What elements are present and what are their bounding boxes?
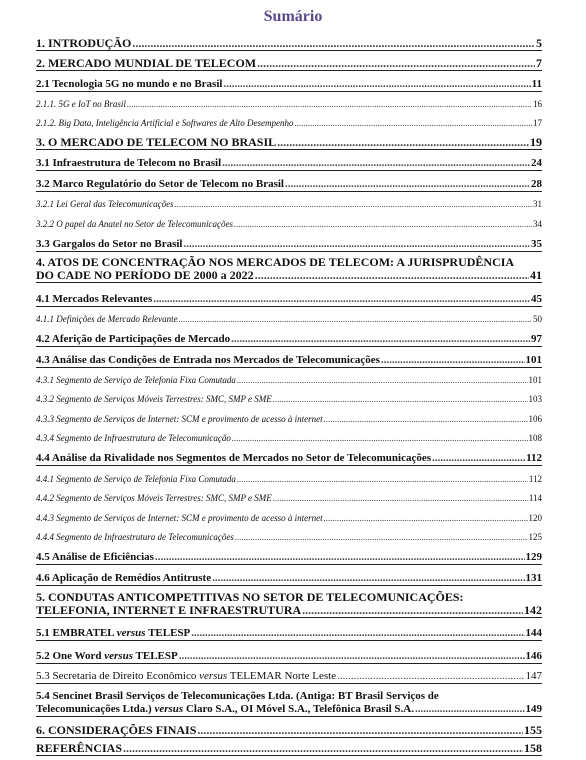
toc-entry-condutas[interactable] [36,591,542,618]
toc-entry-lei-geral[interactable] [36,198,542,211]
toc-leader-dots [223,78,530,91]
toc-entry-4-4-1[interactable] [36,473,542,486]
toc-leader-dots [237,374,528,387]
toc-page-number: 45 [531,293,542,305]
toc-page-number: 50 [533,314,542,324]
toc-leader-dots [273,492,528,505]
toc-entry-4-4-2[interactable] [36,492,542,505]
toc-entry-title: 4.4.1 Segmento de Serviço de Telefonia Fixa Comutada [36,474,236,484]
toc-entry-title: 3.2 Marco Regulatório do Setor de Telecom no Brasil [36,178,284,190]
toc-entry-title: 4.4 Análise da Rivalidade nos Segmentos de Mercados no Setor de Telecomunicações [36,452,431,464]
toc-page-number: 31 [533,199,542,209]
toc-leader-dots [222,157,530,170]
toc-entry-mercado-brasil[interactable] [36,136,542,150]
toc-page-number: 146 [525,650,542,662]
toc-entry-consideracoes[interactable] [36,724,542,738]
toc-leader-dots [155,551,525,564]
toc-entry-title: 3.2.2 O papel da Anatel no Setor de Telecomunicações [36,219,233,229]
toc-entry-title-line1: 5. CONDUTAS ANTICOMPETITIVAS NO SETOR DE TELECOMUNICAÇÕES: [36,590,464,604]
toc-entry-title: 3.2.1 Lei Geral das Telecomunicações [36,199,174,209]
toc-entry-title: 4.3.4 Segmento de Infraestrutura de Telecomunicação [36,433,231,443]
toc-entry-title: TELEFONIA, INTERNET E INFRAESTRUTURA [36,603,302,617]
toc-page-number: 5 [536,36,542,50]
toc-page-number: 125 [528,532,542,542]
toc-entry-title: 4.6 Aplicação de Remédios Antitruste [36,572,212,584]
toc-leader-dots [257,57,535,70]
toc-leader-dots [153,293,530,306]
toc-entry-title: REFERÊNCIAS [36,741,123,755]
toc-entry-title: 4.4.2 Segmento de Serviços Móveis Terrestres: SMC, SMP e SME [36,493,272,503]
toc-entry-infraestrutura[interactable] [36,157,542,171]
toc-page-number: 16 [533,99,542,109]
toc-leader-dots [285,178,530,191]
toc-entry-title: 4.3.3 Segmento de Serviços de Internet: SCM e provimento de acesso à internet [36,414,323,424]
toc-leader-dots [191,627,524,640]
toc-entry-title: Telecomunicações Ltda.) versus Claro S.A., OI Móvel S.A., Telefônica Brasil S.A. [36,703,414,715]
toc-entry-title: 5.3 Secretaria de Direito Econômico versus TELEMAR Norte Leste [36,670,337,682]
toc-entry-mercados-relevantes[interactable] [36,293,542,307]
toc-leader-dots [175,198,532,211]
toc-entry-title-line1: 5.4 Sencinet Brasil Serviços de Telecomunicações Ltda. (Antiga: BT Brasil Serviços de [36,690,439,702]
toc-entry-title: 5.2 One Word versus TELESP [36,650,178,662]
toc-entry-big-data[interactable] [36,117,542,130]
toc-leader-dots [179,650,525,663]
toc-leader-dots [235,531,528,544]
toc-leader-dots [179,313,532,326]
toc-entry-4-3-4[interactable] [36,432,542,445]
toc-leader-dots [415,703,525,716]
toc-entry-embratel[interactable] [36,627,542,641]
toc-page-number: 101 [525,354,542,366]
toc-entry-title: DO CADE NO PERÍODO DE 2000 a 2022 [36,268,254,282]
toc-entry-title-line1: 4. ATOS DE CONCENTRAÇÃO NOS MERCADOS DE TELECOM: A JURISPRUDÊNCIA [36,255,515,269]
toc-page-number: 34 [533,219,542,229]
toc-leader-dots [381,354,525,367]
page-title: Sumário [263,8,323,25]
toc-entry-5g-iot[interactable] [36,98,542,111]
toc-entry-title: 2.1.2. Big Data, Inteligência Artificial e Softwares de Alto Desempenho [36,118,294,128]
toc-entry-title: 4.2 Aferição de Participações de Mercado [36,333,231,345]
toc-entry-marco-regulatorio[interactable] [36,178,542,192]
toc-leader-dots [237,473,528,486]
toc-entry-introducao[interactable] [36,37,542,51]
toc-entry-title: 1. INTRODUÇÃO [36,36,132,50]
toc-leader-dots [132,37,535,50]
toc-entry-afericao[interactable] [36,333,542,347]
toc-page-number: 101 [528,375,542,385]
toc-entry-title: 3. O MERCADO DE TELECOM NO BRASIL [36,135,277,149]
toc-page-number: 112 [528,474,542,484]
toc-page-number: 7 [536,56,542,70]
toc-leader-dots [255,269,529,282]
toc-entry-title: 4.3 Análise das Condições de Entrada nos Mercados de Telecomunicações [36,354,380,366]
toc-page-number: 17 [533,118,542,128]
toc-leader-dots [302,604,523,617]
toc-entry-4-4-4[interactable] [36,531,542,544]
toc-entry-eficiencias[interactable] [36,551,542,565]
toc-page-number: 158 [524,741,542,755]
toc-page-number: 147 [525,670,542,682]
toc-page-number: 41 [530,268,542,282]
toc-page-number: 129 [525,551,542,563]
toc-entry-gargalos[interactable] [36,238,542,252]
toc-leader-dots [123,742,523,755]
toc-entry-title: 2.1.1. 5G e IoT no Brasil [36,99,126,109]
toc-entry-4-3-3[interactable] [36,413,542,426]
toc-page-number: 97 [531,333,542,345]
toc-entry-title: 3.1 Infraestrutura de Telecom no Brasil [36,157,222,169]
toc-entry-tecnologia-5g[interactable] [36,78,542,92]
toc-leader-dots [197,724,523,737]
toc-leader-dots [324,512,528,525]
toc-page-number: 108 [528,433,542,443]
toc-entry-title: 2.1 Tecnologia 5G no mundo e no Brasil [36,78,223,90]
toc-page-number: 149 [525,703,542,715]
toc-entry-papel-anatel[interactable] [36,218,542,231]
toc-entry-one-word[interactable] [36,650,542,664]
toc-leader-dots [127,98,532,111]
toc-entry-definicoes-mercado[interactable] [36,313,542,326]
toc-page-number: 155 [524,723,542,737]
toc-entry-title: 4.4.3 Segmento de Serviços de Internet: SCM e provimento de acesso à internet [36,513,323,523]
toc-entry-remedios[interactable] [36,572,542,586]
toc-page-number: 144 [525,627,542,639]
toc-leader-dots [232,432,528,445]
toc-page-number: 103 [528,394,542,404]
toc-page-number: 106 [528,414,542,424]
toc-entry-title: 6. CONSIDERAÇÕES FINAIS [36,723,197,737]
toc-page-number: 24 [531,157,542,169]
toc-entry-title: 4.4.4 Segmento de Infraestrutura de Telecomunicações [36,532,234,542]
toc-entry-rivalidade[interactable] [36,452,542,466]
toc-leader-dots [295,117,532,130]
toc-page-number: 142 [524,603,542,617]
toc-entry-4-3-2[interactable] [36,393,542,406]
toc-leader-dots [277,136,529,149]
toc-entry-4-4-3[interactable] [36,512,542,525]
toc-entry-title: 4.3.2 Segmento de Serviços Móveis Terrestres: SMC, SMP e SME [36,394,272,404]
toc-entry-sencinet[interactable] [36,690,542,717]
toc-entry-title: 3.3 Gargalos do Setor no Brasil [36,238,183,250]
toc-entry-mercado-mundial[interactable] [36,57,542,71]
toc-entry-title: 4.5 Análise de Eficiências [36,551,154,563]
toc-leader-dots [337,670,524,683]
toc-entry-referencias[interactable] [36,742,542,756]
toc-leader-dots [324,413,528,426]
toc-entry-atos-concentracao[interactable] [36,256,542,283]
toc-page-number: 112 [526,452,542,464]
toc-leader-dots [183,238,530,251]
toc-entry-title: 5.1 EMBRATEL versus TELESP [36,627,191,639]
toc-page-number: 11 [531,78,542,90]
toc-entry-4-3-1[interactable] [36,374,542,387]
toc-page-number: 120 [528,513,542,523]
toc-entry-title: 2. MERCADO MUNDIAL DE TELECOM [36,56,257,70]
toc-entry-secretaria[interactable] [36,670,542,684]
toc-entry-title: 4.1.1 Definições de Mercado Relevante [36,314,178,324]
toc-leader-dots [212,572,524,585]
toc-entry-title: 4.1 Mercados Relevantes [36,293,153,305]
toc-leader-dots [273,393,528,406]
toc-page-number: 114 [528,493,542,503]
toc-page-number: 28 [531,178,542,190]
toc-page-number: 35 [531,238,542,250]
toc-entry-title: 4.3.1 Segmento de Serviço de Telefonia Fixa Comutada [36,375,236,385]
toc-leader-dots [432,452,525,465]
toc-leader-dots [231,333,530,346]
toc-entry-condicoes-entrada[interactable] [36,354,542,368]
toc-leader-dots [234,218,532,231]
toc-page-number: 131 [525,572,542,584]
toc-page-number: 19 [530,135,542,149]
